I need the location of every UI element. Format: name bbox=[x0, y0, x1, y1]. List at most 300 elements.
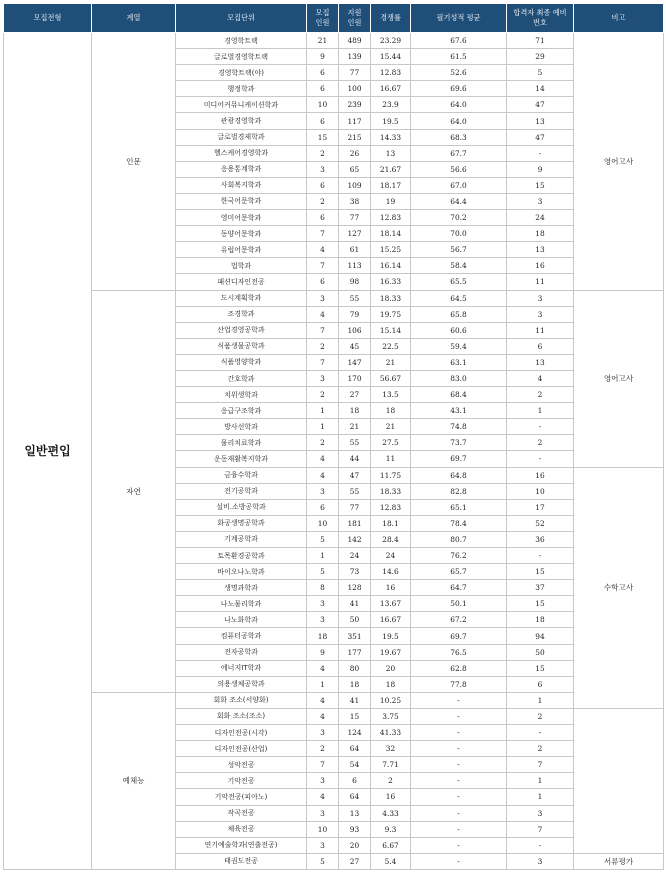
table-row bbox=[4, 33, 664, 49]
unit-name-cell: 나노물리학과 bbox=[176, 596, 307, 612]
written-average-cell: 67.6 bbox=[411, 33, 507, 49]
final-waitlist-number-cell: 6 bbox=[507, 676, 574, 692]
applicants-cell: 489 bbox=[339, 33, 371, 49]
final-waitlist-number-cell: 16 bbox=[507, 467, 574, 483]
final-waitlist-number-cell: 36 bbox=[507, 531, 574, 547]
unit-name-cell: 나노화학과 bbox=[176, 612, 307, 628]
note-cell: 수학고사 bbox=[574, 467, 664, 708]
applicants-cell: 61 bbox=[339, 242, 371, 258]
applicants-cell: 26 bbox=[339, 145, 371, 161]
unit-name-cell: 체육전공 bbox=[176, 821, 307, 837]
quota-cell: 4 bbox=[307, 789, 339, 805]
final-waitlist-number-cell: 2 bbox=[507, 387, 574, 403]
unit-name-cell: 글로벌경영학트랙 bbox=[176, 49, 307, 65]
ratio-cell: 16 bbox=[371, 580, 411, 596]
applicants-cell: 21 bbox=[339, 419, 371, 435]
written-average-cell: 67.0 bbox=[411, 177, 507, 193]
unit-name-cell: 성악전공 bbox=[176, 757, 307, 773]
quota-cell: 6 bbox=[307, 81, 339, 97]
written-average-cell: 64.4 bbox=[411, 193, 507, 209]
written-average-cell: 56.7 bbox=[411, 242, 507, 258]
written-average-cell: 60.6 bbox=[411, 322, 507, 338]
unit-name-cell: 영미어문학과 bbox=[176, 210, 307, 226]
written-average-cell: 64.7 bbox=[411, 580, 507, 596]
unit-name-cell: 회화 조소(서양화) bbox=[176, 692, 307, 708]
ratio-cell: 32 bbox=[371, 741, 411, 757]
final-waitlist-number-cell: 6 bbox=[507, 338, 574, 354]
ratio-cell: 12.83 bbox=[371, 499, 411, 515]
header-unit: 모집단위 bbox=[176, 4, 307, 33]
final-waitlist-number-cell: 17 bbox=[507, 499, 574, 515]
final-waitlist-number-cell: 11 bbox=[507, 322, 574, 338]
final-waitlist-number-cell: 5 bbox=[507, 65, 574, 81]
ratio-cell: 18.1 bbox=[371, 515, 411, 531]
quota-cell: 3 bbox=[307, 483, 339, 499]
quota-cell: 3 bbox=[307, 837, 339, 853]
quota-cell: 2 bbox=[307, 338, 339, 354]
header-field: 계열 bbox=[92, 4, 176, 33]
header-ratio: 경쟁률 bbox=[371, 4, 411, 33]
applicants-cell: 54 bbox=[339, 757, 371, 773]
unit-name-cell: 경영학트랙 bbox=[176, 33, 307, 49]
written-average-cell: 56.6 bbox=[411, 161, 507, 177]
applicants-cell: 15 bbox=[339, 708, 371, 724]
quota-cell: 6 bbox=[307, 210, 339, 226]
written-average-cell: 73.7 bbox=[411, 435, 507, 451]
unit-name-cell: 화공생명공학과 bbox=[176, 515, 307, 531]
final-waitlist-number-cell: 71 bbox=[507, 33, 574, 49]
final-waitlist-number-cell: 1 bbox=[507, 403, 574, 419]
applicants-cell: 38 bbox=[339, 193, 371, 209]
final-waitlist-number-cell: - bbox=[507, 725, 574, 741]
applicants-cell: 55 bbox=[339, 290, 371, 306]
final-waitlist-number-cell: 47 bbox=[507, 129, 574, 145]
unit-name-cell: 금융수학과 bbox=[176, 467, 307, 483]
final-waitlist-number-cell: 29 bbox=[507, 49, 574, 65]
unit-name-cell: 디자인전공(시각) bbox=[176, 725, 307, 741]
written-average-cell: - bbox=[411, 853, 507, 869]
quota-cell: 3 bbox=[307, 596, 339, 612]
quota-cell: 2 bbox=[307, 435, 339, 451]
applicants-cell: 80 bbox=[339, 660, 371, 676]
applicants-cell: 100 bbox=[339, 81, 371, 97]
final-waitlist-number-cell: 10 bbox=[507, 483, 574, 499]
table-body bbox=[4, 33, 664, 870]
applicants-cell: 124 bbox=[339, 725, 371, 741]
written-average-cell: 80.7 bbox=[411, 531, 507, 547]
quota-cell: 4 bbox=[307, 708, 339, 724]
ratio-cell: 12.83 bbox=[371, 210, 411, 226]
unit-name-cell: 법학과 bbox=[176, 258, 307, 274]
written-average-cell: - bbox=[411, 708, 507, 724]
written-average-cell: 69.7 bbox=[411, 451, 507, 467]
written-average-cell: 77.8 bbox=[411, 676, 507, 692]
applicants-cell: 77 bbox=[339, 210, 371, 226]
final-waitlist-number-cell: - bbox=[507, 837, 574, 853]
applicants-cell: 24 bbox=[339, 548, 371, 564]
written-average-cell: - bbox=[411, 789, 507, 805]
ratio-cell: 16.14 bbox=[371, 258, 411, 274]
ratio-cell: 20 bbox=[371, 660, 411, 676]
final-waitlist-number-cell: 18 bbox=[507, 612, 574, 628]
final-waitlist-number-cell: 1 bbox=[507, 789, 574, 805]
applicants-cell: 127 bbox=[339, 226, 371, 242]
applicants-cell: 351 bbox=[339, 628, 371, 644]
unit-name-cell: 바이오나노학과 bbox=[176, 564, 307, 580]
applicants-cell: 147 bbox=[339, 354, 371, 370]
applicants-cell: 170 bbox=[339, 370, 371, 386]
ratio-cell: 19 bbox=[371, 193, 411, 209]
final-waitlist-number-cell: 3 bbox=[507, 193, 574, 209]
ratio-cell: 12.83 bbox=[371, 65, 411, 81]
applicants-cell: 139 bbox=[339, 49, 371, 65]
quota-cell: 18 bbox=[307, 628, 339, 644]
written-average-cell: 76.5 bbox=[411, 644, 507, 660]
final-waitlist-number-cell: 52 bbox=[507, 515, 574, 531]
applicants-cell: 177 bbox=[339, 644, 371, 660]
unit-name-cell: 생명과학과 bbox=[176, 580, 307, 596]
final-waitlist-number-cell: 2 bbox=[507, 741, 574, 757]
ratio-cell: 16.67 bbox=[371, 612, 411, 628]
ratio-cell: 7.71 bbox=[371, 757, 411, 773]
applicants-cell: 41 bbox=[339, 596, 371, 612]
header-quota: 모집 인원 bbox=[307, 4, 339, 33]
field-cell: 인문 bbox=[92, 33, 176, 291]
final-waitlist-number-cell: - bbox=[507, 145, 574, 161]
written-average-cell: 68.3 bbox=[411, 129, 507, 145]
ratio-cell: 28.4 bbox=[371, 531, 411, 547]
written-average-cell: - bbox=[411, 741, 507, 757]
unit-name-cell: 디자인전공(산업) bbox=[176, 741, 307, 757]
unit-name-cell: 동양어문학과 bbox=[176, 226, 307, 242]
final-waitlist-number-cell: 7 bbox=[507, 821, 574, 837]
quota-cell: 1 bbox=[307, 548, 339, 564]
applicants-cell: 55 bbox=[339, 483, 371, 499]
unit-name-cell: 응급구조학과 bbox=[176, 403, 307, 419]
written-average-cell: 69.7 bbox=[411, 628, 507, 644]
ratio-cell: 18.33 bbox=[371, 483, 411, 499]
unit-name-cell: 한국어문학과 bbox=[176, 193, 307, 209]
written-average-cell: 62.8 bbox=[411, 660, 507, 676]
ratio-cell: 19.75 bbox=[371, 306, 411, 322]
final-waitlist-number-cell: 13 bbox=[507, 242, 574, 258]
unit-name-cell: 설비.소방공학과 bbox=[176, 499, 307, 515]
unit-name-cell: 응용통계학과 bbox=[176, 161, 307, 177]
unit-name-cell: 헬스케어경영학과 bbox=[176, 145, 307, 161]
final-waitlist-number-cell: 9 bbox=[507, 161, 574, 177]
final-waitlist-number-cell: 1 bbox=[507, 692, 574, 708]
written-average-cell: 65.5 bbox=[411, 274, 507, 290]
quota-cell: 4 bbox=[307, 306, 339, 322]
applicants-cell: 128 bbox=[339, 580, 371, 596]
unit-name-cell: 유럽어문학과 bbox=[176, 242, 307, 258]
quota-cell: 4 bbox=[307, 451, 339, 467]
quota-cell: 2 bbox=[307, 741, 339, 757]
applicants-cell: 18 bbox=[339, 403, 371, 419]
quota-cell: 3 bbox=[307, 290, 339, 306]
unit-name-cell: 식품영양학과 bbox=[176, 354, 307, 370]
quota-cell: 5 bbox=[307, 531, 339, 547]
applicants-cell: 77 bbox=[339, 499, 371, 515]
ratio-cell: 18 bbox=[371, 403, 411, 419]
applicants-cell: 98 bbox=[339, 274, 371, 290]
applicants-cell: 27 bbox=[339, 853, 371, 869]
ratio-cell: 18 bbox=[371, 676, 411, 692]
quota-cell: 7 bbox=[307, 322, 339, 338]
ratio-cell: 10.25 bbox=[371, 692, 411, 708]
ratio-cell: 24 bbox=[371, 548, 411, 564]
applicants-cell: 18 bbox=[339, 676, 371, 692]
quota-cell: 3 bbox=[307, 161, 339, 177]
quota-cell: 1 bbox=[307, 403, 339, 419]
unit-name-cell: 관광경영학과 bbox=[176, 113, 307, 129]
quota-cell: 2 bbox=[307, 193, 339, 209]
final-waitlist-number-cell: 15 bbox=[507, 660, 574, 676]
quota-cell: 9 bbox=[307, 49, 339, 65]
ratio-cell: 16.33 bbox=[371, 274, 411, 290]
unit-name-cell: 글로벌경제학과 bbox=[176, 129, 307, 145]
written-average-cell: 61.5 bbox=[411, 49, 507, 65]
unit-name-cell: 도시계획학과 bbox=[176, 290, 307, 306]
final-waitlist-number-cell: - bbox=[507, 548, 574, 564]
ratio-cell: 41.33 bbox=[371, 725, 411, 741]
applicants-cell: 215 bbox=[339, 129, 371, 145]
quota-cell: 10 bbox=[307, 515, 339, 531]
ratio-cell: 2 bbox=[371, 773, 411, 789]
quota-cell: 3 bbox=[307, 725, 339, 741]
written-average-cell: 69.6 bbox=[411, 81, 507, 97]
written-average-cell: 52.6 bbox=[411, 65, 507, 81]
final-waitlist-number-cell: 3 bbox=[507, 290, 574, 306]
quota-cell: 7 bbox=[307, 757, 339, 773]
ratio-cell: 15.44 bbox=[371, 49, 411, 65]
quota-cell: 5 bbox=[307, 853, 339, 869]
applicants-cell: 113 bbox=[339, 258, 371, 274]
final-waitlist-number-cell: 16 bbox=[507, 258, 574, 274]
ratio-cell: 23.29 bbox=[371, 33, 411, 49]
ratio-cell: 3.75 bbox=[371, 708, 411, 724]
header-final-waitlist-number: 합격자 최종 예비 번호 bbox=[507, 4, 574, 33]
ratio-cell: 18.17 bbox=[371, 177, 411, 193]
ratio-cell: 21 bbox=[371, 419, 411, 435]
ratio-cell: 13.67 bbox=[371, 596, 411, 612]
field-cell: 자연 bbox=[92, 290, 176, 692]
quota-cell: 3 bbox=[307, 370, 339, 386]
quota-cell: 3 bbox=[307, 773, 339, 789]
written-average-cell: 67.7 bbox=[411, 145, 507, 161]
applicants-cell: 6 bbox=[339, 773, 371, 789]
written-average-cell: 63.1 bbox=[411, 354, 507, 370]
applicants-cell: 109 bbox=[339, 177, 371, 193]
applicants-cell: 27 bbox=[339, 387, 371, 403]
ratio-cell: 15.14 bbox=[371, 322, 411, 338]
written-average-cell: 64.0 bbox=[411, 113, 507, 129]
applicants-cell: 79 bbox=[339, 306, 371, 322]
applicants-cell: 44 bbox=[339, 451, 371, 467]
final-waitlist-number-cell: 11 bbox=[507, 274, 574, 290]
written-average-cell: 74.8 bbox=[411, 419, 507, 435]
table-row bbox=[4, 692, 664, 708]
written-average-cell: 76.2 bbox=[411, 548, 507, 564]
note-cell: 영어고사 bbox=[574, 33, 664, 291]
header-applicants: 지원 인원 bbox=[339, 4, 371, 33]
applicants-cell: 106 bbox=[339, 322, 371, 338]
written-average-cell: 70.2 bbox=[411, 210, 507, 226]
unit-name-cell: 산업경영공학과 bbox=[176, 322, 307, 338]
quota-cell: 1 bbox=[307, 419, 339, 435]
unit-name-cell: 운동재활복지학과 bbox=[176, 451, 307, 467]
applicants-cell: 64 bbox=[339, 789, 371, 805]
ratio-cell: 16.67 bbox=[371, 81, 411, 97]
unit-name-cell: 토목환경공학과 bbox=[176, 548, 307, 564]
quota-cell: 7 bbox=[307, 354, 339, 370]
admission-results-table bbox=[3, 3, 664, 870]
written-average-cell: 82.8 bbox=[411, 483, 507, 499]
applicants-cell: 73 bbox=[339, 564, 371, 580]
written-average-cell: - bbox=[411, 805, 507, 821]
written-average-cell: 43.1 bbox=[411, 403, 507, 419]
unit-name-cell: 미디어커뮤니케이션학과 bbox=[176, 97, 307, 113]
written-average-cell: - bbox=[411, 757, 507, 773]
unit-name-cell: 간호학과 bbox=[176, 370, 307, 386]
applicants-cell: 20 bbox=[339, 837, 371, 853]
final-waitlist-number-cell: 1 bbox=[507, 773, 574, 789]
applicants-cell: 93 bbox=[339, 821, 371, 837]
quota-cell: 10 bbox=[307, 821, 339, 837]
unit-name-cell: 사회복지학과 bbox=[176, 177, 307, 193]
ratio-cell: 27.5 bbox=[371, 435, 411, 451]
applicants-cell: 47 bbox=[339, 467, 371, 483]
ratio-cell: 14.33 bbox=[371, 129, 411, 145]
ratio-cell: 6.67 bbox=[371, 837, 411, 853]
applicants-cell: 117 bbox=[339, 113, 371, 129]
quota-cell: 15 bbox=[307, 129, 339, 145]
unit-name-cell: 행정학과 bbox=[176, 81, 307, 97]
ratio-cell: 16 bbox=[371, 789, 411, 805]
unit-name-cell: 태권도전공 bbox=[176, 853, 307, 869]
written-average-cell: - bbox=[411, 821, 507, 837]
ratio-cell: 11 bbox=[371, 451, 411, 467]
admission-type-cell: 일반편입 bbox=[4, 33, 92, 870]
unit-name-cell: 컴퓨터공학과 bbox=[176, 628, 307, 644]
written-average-cell: 59.4 bbox=[411, 338, 507, 354]
written-average-cell: 65.7 bbox=[411, 564, 507, 580]
quota-cell: 7 bbox=[307, 258, 339, 274]
note-cell: 서류평가 bbox=[574, 853, 664, 869]
unit-name-cell: 경영학트랙(야) bbox=[176, 65, 307, 81]
written-average-cell: - bbox=[411, 837, 507, 853]
unit-name-cell: 조경학과 bbox=[176, 306, 307, 322]
written-average-cell: - bbox=[411, 692, 507, 708]
final-waitlist-number-cell: 24 bbox=[507, 210, 574, 226]
unit-name-cell: 식품생물공학과 bbox=[176, 338, 307, 354]
ratio-cell: 56.67 bbox=[371, 370, 411, 386]
final-waitlist-number-cell: 2 bbox=[507, 708, 574, 724]
applicants-cell: 239 bbox=[339, 97, 371, 113]
applicants-cell: 50 bbox=[339, 612, 371, 628]
final-waitlist-number-cell: - bbox=[507, 451, 574, 467]
ratio-cell: 19.67 bbox=[371, 644, 411, 660]
final-waitlist-number-cell: 7 bbox=[507, 757, 574, 773]
ratio-cell: 9.3 bbox=[371, 821, 411, 837]
written-average-cell: 78.4 bbox=[411, 515, 507, 531]
unit-name-cell: 연기예술학과(연출전공) bbox=[176, 837, 307, 853]
written-average-cell: 67.2 bbox=[411, 612, 507, 628]
final-waitlist-number-cell: 2 bbox=[507, 435, 574, 451]
unit-name-cell: 기악전공(피아노) bbox=[176, 789, 307, 805]
quota-cell: 6 bbox=[307, 177, 339, 193]
written-average-cell: 64.8 bbox=[411, 467, 507, 483]
ratio-cell: 11.75 bbox=[371, 467, 411, 483]
applicants-cell: 45 bbox=[339, 338, 371, 354]
unit-name-cell: 기악전공 bbox=[176, 773, 307, 789]
ratio-cell: 18.14 bbox=[371, 226, 411, 242]
final-waitlist-number-cell: 14 bbox=[507, 81, 574, 97]
written-average-cell: 64.0 bbox=[411, 97, 507, 113]
unit-name-cell: 치위생학과 bbox=[176, 387, 307, 403]
ratio-cell: 15.25 bbox=[371, 242, 411, 258]
unit-name-cell: 작곡전공 bbox=[176, 805, 307, 821]
written-average-cell: - bbox=[411, 773, 507, 789]
written-average-cell: 68.4 bbox=[411, 387, 507, 403]
unit-name-cell: 기계공학과 bbox=[176, 531, 307, 547]
quota-cell: 6 bbox=[307, 113, 339, 129]
unit-name-cell: 패션디자인전공 bbox=[176, 274, 307, 290]
header-row bbox=[4, 4, 664, 33]
final-waitlist-number-cell: 4 bbox=[507, 370, 574, 386]
quota-cell: 3 bbox=[307, 805, 339, 821]
final-waitlist-number-cell: 47 bbox=[507, 97, 574, 113]
note-cell: 영어고사 bbox=[574, 290, 664, 467]
final-waitlist-number-cell: 3 bbox=[507, 306, 574, 322]
ratio-cell: 18.33 bbox=[371, 290, 411, 306]
ratio-cell: 14.6 bbox=[371, 564, 411, 580]
header-written-average: 필기성적 평균 bbox=[411, 4, 507, 33]
quota-cell: 10 bbox=[307, 97, 339, 113]
written-average-cell: - bbox=[411, 725, 507, 741]
final-waitlist-number-cell: - bbox=[507, 419, 574, 435]
quota-cell: 7 bbox=[307, 226, 339, 242]
written-average-cell: 65.1 bbox=[411, 499, 507, 515]
written-average-cell: 65.8 bbox=[411, 306, 507, 322]
header-note: 비고 bbox=[574, 4, 664, 33]
unit-name-cell: 방사선학과 bbox=[176, 419, 307, 435]
quota-cell: 5 bbox=[307, 564, 339, 580]
ratio-cell: 22.5 bbox=[371, 338, 411, 354]
applicants-cell: 142 bbox=[339, 531, 371, 547]
applicants-cell: 77 bbox=[339, 65, 371, 81]
quota-cell: 4 bbox=[307, 692, 339, 708]
unit-name-cell: 물리치료학과 bbox=[176, 435, 307, 451]
written-average-cell: 50.1 bbox=[411, 596, 507, 612]
applicants-cell: 64 bbox=[339, 741, 371, 757]
quota-cell: 8 bbox=[307, 580, 339, 596]
applicants-cell: 55 bbox=[339, 435, 371, 451]
quota-cell: 4 bbox=[307, 467, 339, 483]
ratio-cell: 4.33 bbox=[371, 805, 411, 821]
ratio-cell: 13.5 bbox=[371, 387, 411, 403]
quota-cell: 9 bbox=[307, 644, 339, 660]
unit-name-cell: 회화 조소(조소) bbox=[176, 708, 307, 724]
final-waitlist-number-cell: 15 bbox=[507, 596, 574, 612]
quota-cell: 4 bbox=[307, 660, 339, 676]
field-cell: 예체능 bbox=[92, 692, 176, 869]
quota-cell: 6 bbox=[307, 65, 339, 81]
final-waitlist-number-cell: 3 bbox=[507, 853, 574, 869]
quota-cell: 4 bbox=[307, 242, 339, 258]
quota-cell: 1 bbox=[307, 676, 339, 692]
final-waitlist-number-cell: 18 bbox=[507, 226, 574, 242]
